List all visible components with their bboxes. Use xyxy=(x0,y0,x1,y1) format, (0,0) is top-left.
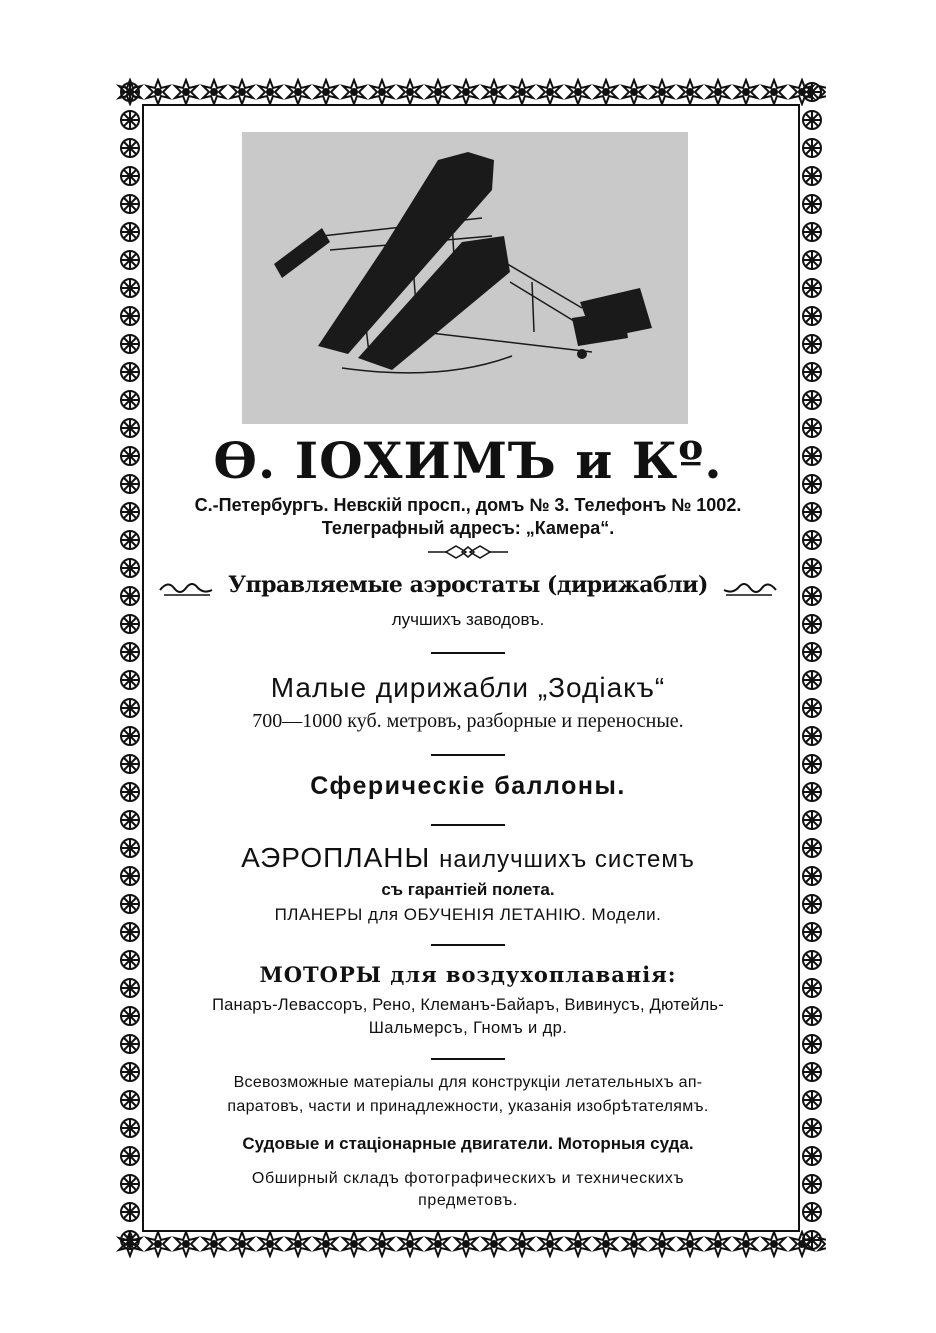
divider-ornament xyxy=(146,544,790,560)
zodiac-subtitle: 700—1000 куб. метровъ, разборные и переносные. xyxy=(252,710,684,732)
floral-border-right xyxy=(798,78,826,1258)
motors-list-line: Шальмерсъ, Гномъ и др. xyxy=(368,1019,568,1037)
warehouse-line: предметовъ. xyxy=(418,1192,518,1209)
section-rule xyxy=(431,824,505,826)
section-rule xyxy=(431,1058,505,1060)
advertisement-content xyxy=(146,112,790,1222)
section-rule xyxy=(431,754,505,756)
motors-list-line: Панаръ-Левассоръ, Рено, Клеманъ-Байаръ, Вивинусъ, Дютейль- xyxy=(212,996,724,1014)
flight-guarantee: съ гарантіей полета. xyxy=(381,880,555,899)
left-flourish-icon xyxy=(158,576,214,600)
motors-title: МОТОРЫ для воздухоплаванія: xyxy=(259,962,677,987)
aeroplanes-heading xyxy=(146,842,790,874)
section-rule xyxy=(431,652,505,654)
floral-border-left xyxy=(116,78,144,1258)
floral-border-top xyxy=(116,78,826,106)
biplane-photo xyxy=(242,132,688,424)
aeroplanes-title: АЭРОПЛАНЫ xyxy=(241,842,431,873)
airships-title: Управляемые аэростаты (дирижабли) xyxy=(228,572,708,598)
telegraph-address: Телеграфный адресъ: „Камера“. xyxy=(321,518,615,538)
section-rule xyxy=(431,944,505,946)
materials-line: Всевозможные матеріалы для конструкціи летательныхъ ап- xyxy=(233,1074,703,1091)
gliders-line: ПЛАНЕРЫ для ОБУЧЕНІЯ ЛЕТАНІЮ. Модели. xyxy=(274,905,662,924)
spherical-balloons: Сферическіе баллоны. xyxy=(310,772,626,800)
zodiac-title: Малые дирижабли „Зодіакъ“ xyxy=(270,672,666,703)
floral-border-bottom xyxy=(116,1230,826,1258)
company-name: Ѳ. ІОХИМЪ и Кº. xyxy=(213,431,723,490)
marine-engines: Судовые и стаціонарные двигатели. Моторныя суда. xyxy=(242,1134,694,1153)
address-line: С.-Петербургъ. Невскій просп., домъ № 3. Телефонъ № 1002. xyxy=(194,495,742,515)
airships-subtitle: лучшихъ заводовъ. xyxy=(391,610,545,629)
warehouse-line: Обширный складъ фотографическихъ и техническихъ xyxy=(251,1170,685,1187)
materials-line: паратовъ, части и принадлежности, указанія изобрѣтателямъ. xyxy=(227,1098,709,1115)
aeroplanes-title-rest: наилучшихъ системъ xyxy=(439,846,695,873)
right-flourish-icon xyxy=(722,576,778,600)
airships-heading-row xyxy=(146,572,790,608)
